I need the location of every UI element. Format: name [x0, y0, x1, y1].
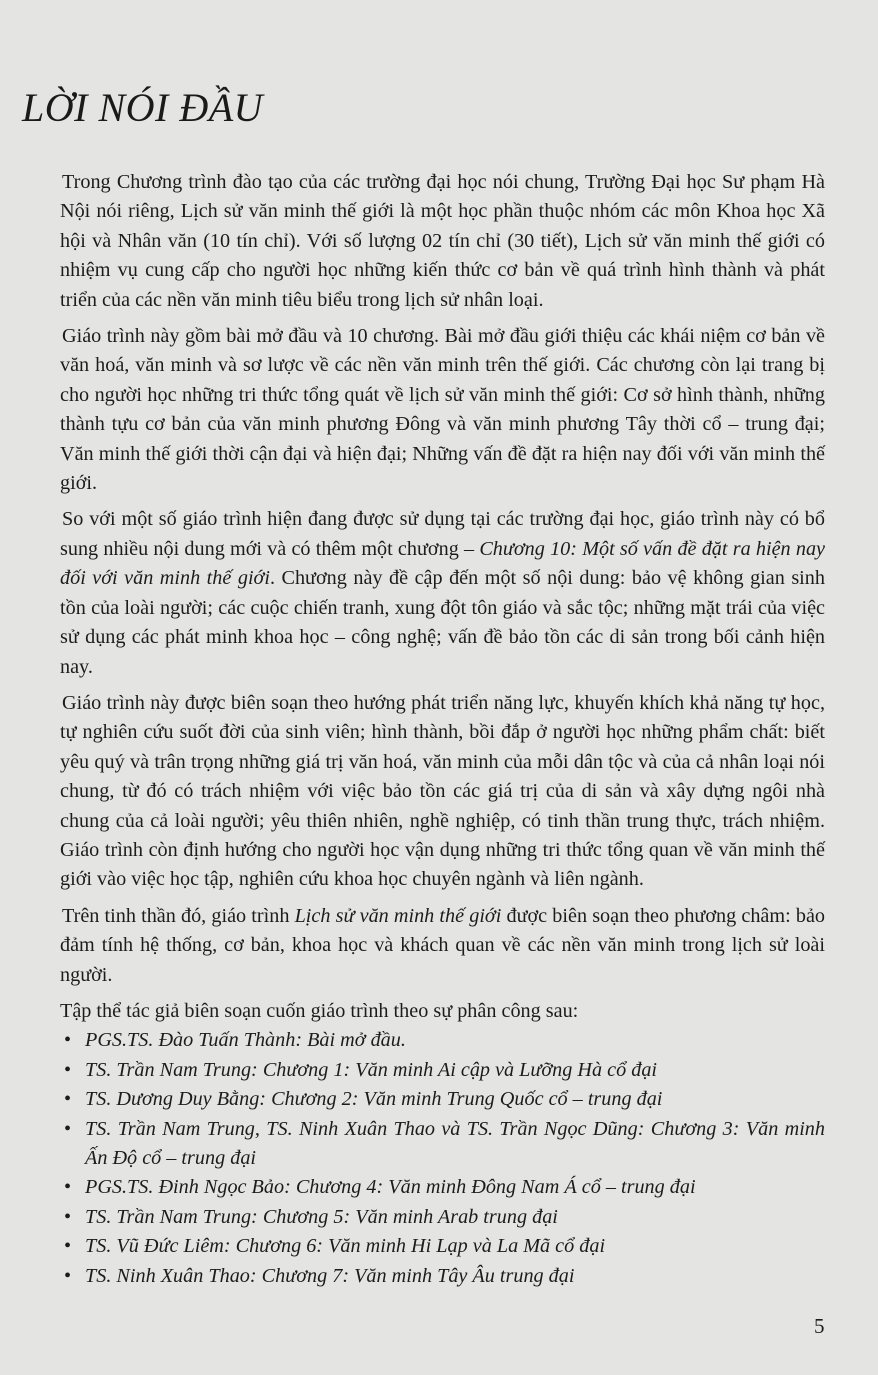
author-list — [60, 1026, 825, 1291]
paragraph-1: Trong Chương trình đào tạo của các trường đại học nói chung, Trường Đại học Sư phạm Hà Nội nói riêng, Lịch sử văn minh thế giới là một học phần thuộc nhóm các môn Khoa học Xã hội và Nhân văn (10 tín chỉ). Với số lượng 02 tín chỉ (30 tiết), Lịch sử văn minh thế giới có nhiệm vụ cung cấp cho người học những kiến thức cơ bản về quá trình hình thành và phát triển của các nền văn minh tiêu biểu trong lịch sử nhân loại. — [60, 171, 825, 311]
chapter-10-title: Chương 10: Một số vấn đề đặt ra hiện nay đối với văn minh thế giới — [60, 537, 826, 590]
paragraph-5-text-a: Trên tinh thần đó, giáo trình — [62, 904, 295, 927]
paragraph-5-text-b: được biên soạn theo phương châm: bảo đảm tính hệ thống, cơ bản, khoa học và khách quan về các nền văn minh trong lịch sử loài người. — [60, 904, 826, 986]
list-item: • TS. Vũ Đức Liêm: Chương 6: Văn minh Hi Lạp và La Mã cổ đại — [60, 1232, 825, 1261]
paragraph-5 — [60, 902, 825, 990]
authors-intro: Tập thể tác giả biên soạn cuốn giáo trình theo sự phân công sau: — [60, 999, 579, 1022]
list-item: • TS. Trần Nam Trung, TS. Ninh Xuân Thao và TS. Trần Ngọc Dũng: Chương 3: Văn minh Ấn Độ cổ – trung đại — [60, 1115, 825, 1174]
paragraph-3 — [60, 505, 825, 681]
list-item: • TS. Trần Nam Trung: Chương 5: Văn minh Arab trung đại — [60, 1203, 825, 1232]
list-item: • PGS.TS. Đinh Ngọc Bảo: Chương 4: Văn minh Đông Nam Á cổ – trung đại — [60, 1173, 825, 1202]
list-item: • PGS.TS. Đào Tuấn Thành: Bài mở đầu. — [60, 1026, 825, 1055]
paragraph-4: Giáo trình này được biên soạn theo hướng phát triển năng lực, khuyến khích khả năng tự học, tự nghiên cứu suốt đời của sinh viên; hình thành, bồi đắp ở người học những phẩm chất: biết yêu quý và trân trọng những giá trị văn hoá, văn minh của mỗi dân tộc và của cả nhân loại nói chung, từ đó có trách nhiệm với việc bảo tồn các giá trị của di sản và xây dựng ngôi nhà chung của cả loài người; yêu thiên nhiên, nghề nghiệp, có tinh thần trung thực, trách nhiệm. Giáo trình còn định hướng cho người học vận dụng những tri thức tổng quan về văn minh thế giới vào việc học tập, nghiên cứu khoa học chuyên ngành và liên ngành. — [60, 691, 825, 891]
book-title-italic: Lịch sử văn minh thế giới — [294, 904, 502, 927]
paragraph-3-text-a: So với một số giáo trình hiện đang được sử dụng tại các trường đại học, giáo trình này có bổ sung nhiều nội dung mới và có thêm một chương – — [60, 508, 825, 560]
list-item: • TS. Dương Duy Bằng: Chương 2: Văn minh Trung Quốc cổ – trung đại — [60, 1085, 825, 1114]
paragraph-3-text-b: . Chương này đề cập đến một số nội dung: bảo vệ không gian sinh tồn của loài người; các cuộc chiến tranh, xung đột tôn giáo và sắc tộc; những mặt trái của việc sử dụng các phát minh khoa học – công nghệ; vấn đề bảo tồn các di sản trong bối cảnh hiện nay. — [60, 567, 825, 678]
page-title: LỜI NÓI ĐẦU — [22, 85, 264, 130]
page-number: 5 — [814, 1314, 825, 1338]
list-item: • TS. Trần Nam Trung: Chương 1: Văn minh Ai cập và Lưỡng Hà cổ đại — [60, 1056, 825, 1085]
preface-body — [60, 168, 825, 1291]
list-item: • TS. Ninh Xuân Thao: Chương 7: Văn minh Tây Âu trung đại — [60, 1262, 825, 1291]
paragraph-2: Giáo trình này gồm bài mở đầu và 10 chương. Bài mở đầu giới thiệu các khái niệm cơ bản về văn hoá, văn minh và sơ lược về các nền văn minh trên thế giới. Các chương còn lại trang bị cho người học những tri thức tổng quát về lịch sử văn minh thế giới: Cơ sở hình thành, những thành tựu cơ bản của văn minh phương Đông và văn minh phương Tây thời cổ – trung đại; Văn minh thế giới thời cận đại và hiện đại; Những vấn đề đặt ra hiện nay đối với văn minh thế giới. — [60, 325, 825, 495]
